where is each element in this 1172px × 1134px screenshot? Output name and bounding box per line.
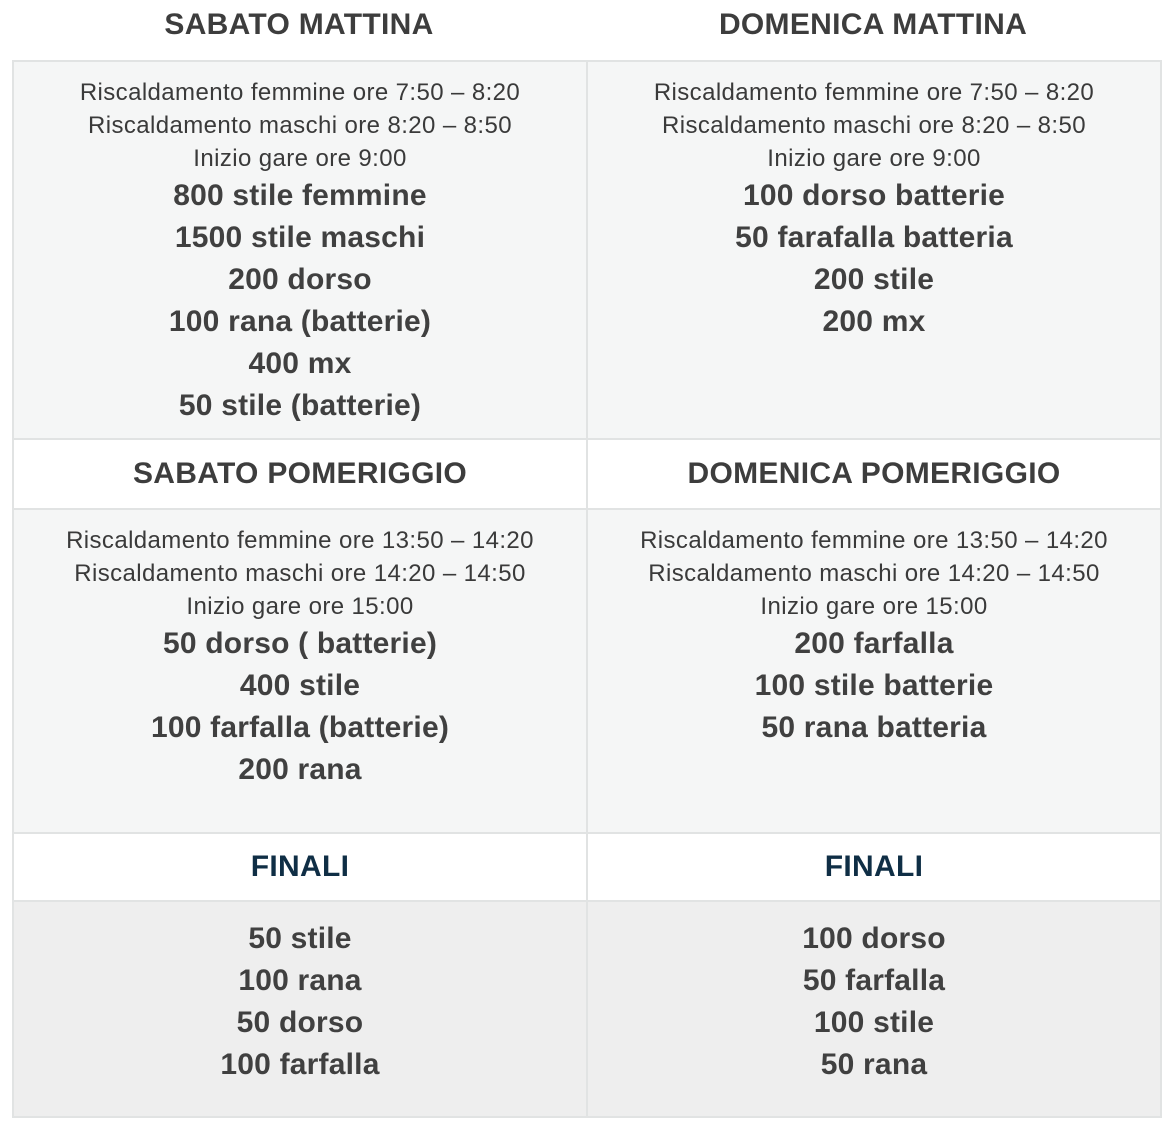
final-event-item: 100 stile xyxy=(813,1006,935,1039)
event-item: 400 stile xyxy=(239,669,361,702)
event-item: 200 mx xyxy=(822,305,926,338)
event-item: 100 stile batterie xyxy=(754,669,994,702)
event-item: 100 farfalla (batterie) xyxy=(150,711,450,744)
info-line: Inizio gare ore 9:00 xyxy=(767,145,981,172)
info-line: Inizio gare ore 15:00 xyxy=(760,593,988,620)
event-item: 200 stile xyxy=(813,263,935,296)
info-line: Riscaldamento maschi ore 8:20 – 8:50 xyxy=(88,112,512,139)
schedule-table xyxy=(12,60,1162,1118)
saturday-finals-title: FINALI xyxy=(13,833,587,901)
sunday-finals-cell xyxy=(587,901,1161,1117)
event-item: 50 stile (batterie) xyxy=(178,389,422,422)
info-line: Inizio gare ore 9:00 xyxy=(193,145,407,172)
event-item: 50 farafalla batteria xyxy=(735,221,1013,254)
event-item: 400 mx xyxy=(248,347,352,380)
final-event-item: 50 dorso xyxy=(236,1006,364,1039)
saturday-afternoon-title: SABATO POMERIGGIO xyxy=(13,439,587,509)
info-line: Riscaldamento femmine ore 7:50 – 8:20 xyxy=(653,79,1095,106)
info-line: Riscaldamento maschi ore 14:20 – 14:50 xyxy=(648,560,1100,587)
event-item: 100 dorso batterie xyxy=(742,179,1006,212)
info-line: Riscaldamento femmine ore 13:50 – 14:20 xyxy=(66,527,534,554)
info-line: Inizio gare ore 15:00 xyxy=(186,593,414,620)
final-event-item: 50 farfalla xyxy=(802,964,946,997)
event-item: 50 dorso ( batterie) xyxy=(162,627,438,660)
sunday-finals-title: FINALI xyxy=(587,833,1161,901)
event-item: 1500 stile maschi xyxy=(174,221,426,254)
event-item: 200 dorso xyxy=(228,263,372,296)
saturday-finals-cell xyxy=(13,901,587,1117)
saturday-afternoon-cell xyxy=(13,509,587,833)
info-line: Riscaldamento femmine ore 13:50 – 14:20 xyxy=(640,527,1108,554)
final-event-item: 50 stile xyxy=(248,922,352,955)
sunday-morning-title: DOMENICA MATTINA xyxy=(718,8,1028,41)
sunday-morning-cell xyxy=(587,61,1161,439)
final-event-item: 100 rana xyxy=(238,964,362,997)
sunday-afternoon-title: DOMENICA POMERIGGIO xyxy=(587,439,1161,509)
saturday-morning-cell xyxy=(13,61,587,439)
info-line: Riscaldamento femmine ore 7:50 – 8:20 xyxy=(79,79,521,106)
event-item: 800 stile femmine xyxy=(173,179,427,212)
event-item: 200 rana xyxy=(238,753,362,786)
final-event-item: 100 dorso xyxy=(802,922,946,955)
event-item: 100 rana (batterie) xyxy=(168,305,432,338)
sunday-afternoon-cell xyxy=(587,509,1161,833)
info-line: Riscaldamento maschi ore 14:20 – 14:50 xyxy=(74,560,526,587)
final-event-item: 100 farfalla xyxy=(220,1048,380,1081)
info-line: Riscaldamento maschi ore 8:20 – 8:50 xyxy=(662,112,1086,139)
top-headers xyxy=(12,0,1160,60)
event-item: 200 farfalla xyxy=(794,627,954,660)
event-item: 50 rana batteria xyxy=(761,711,987,744)
final-event-item: 50 rana xyxy=(820,1048,928,1081)
saturday-morning-title: SABATO MATTINA xyxy=(164,8,434,41)
